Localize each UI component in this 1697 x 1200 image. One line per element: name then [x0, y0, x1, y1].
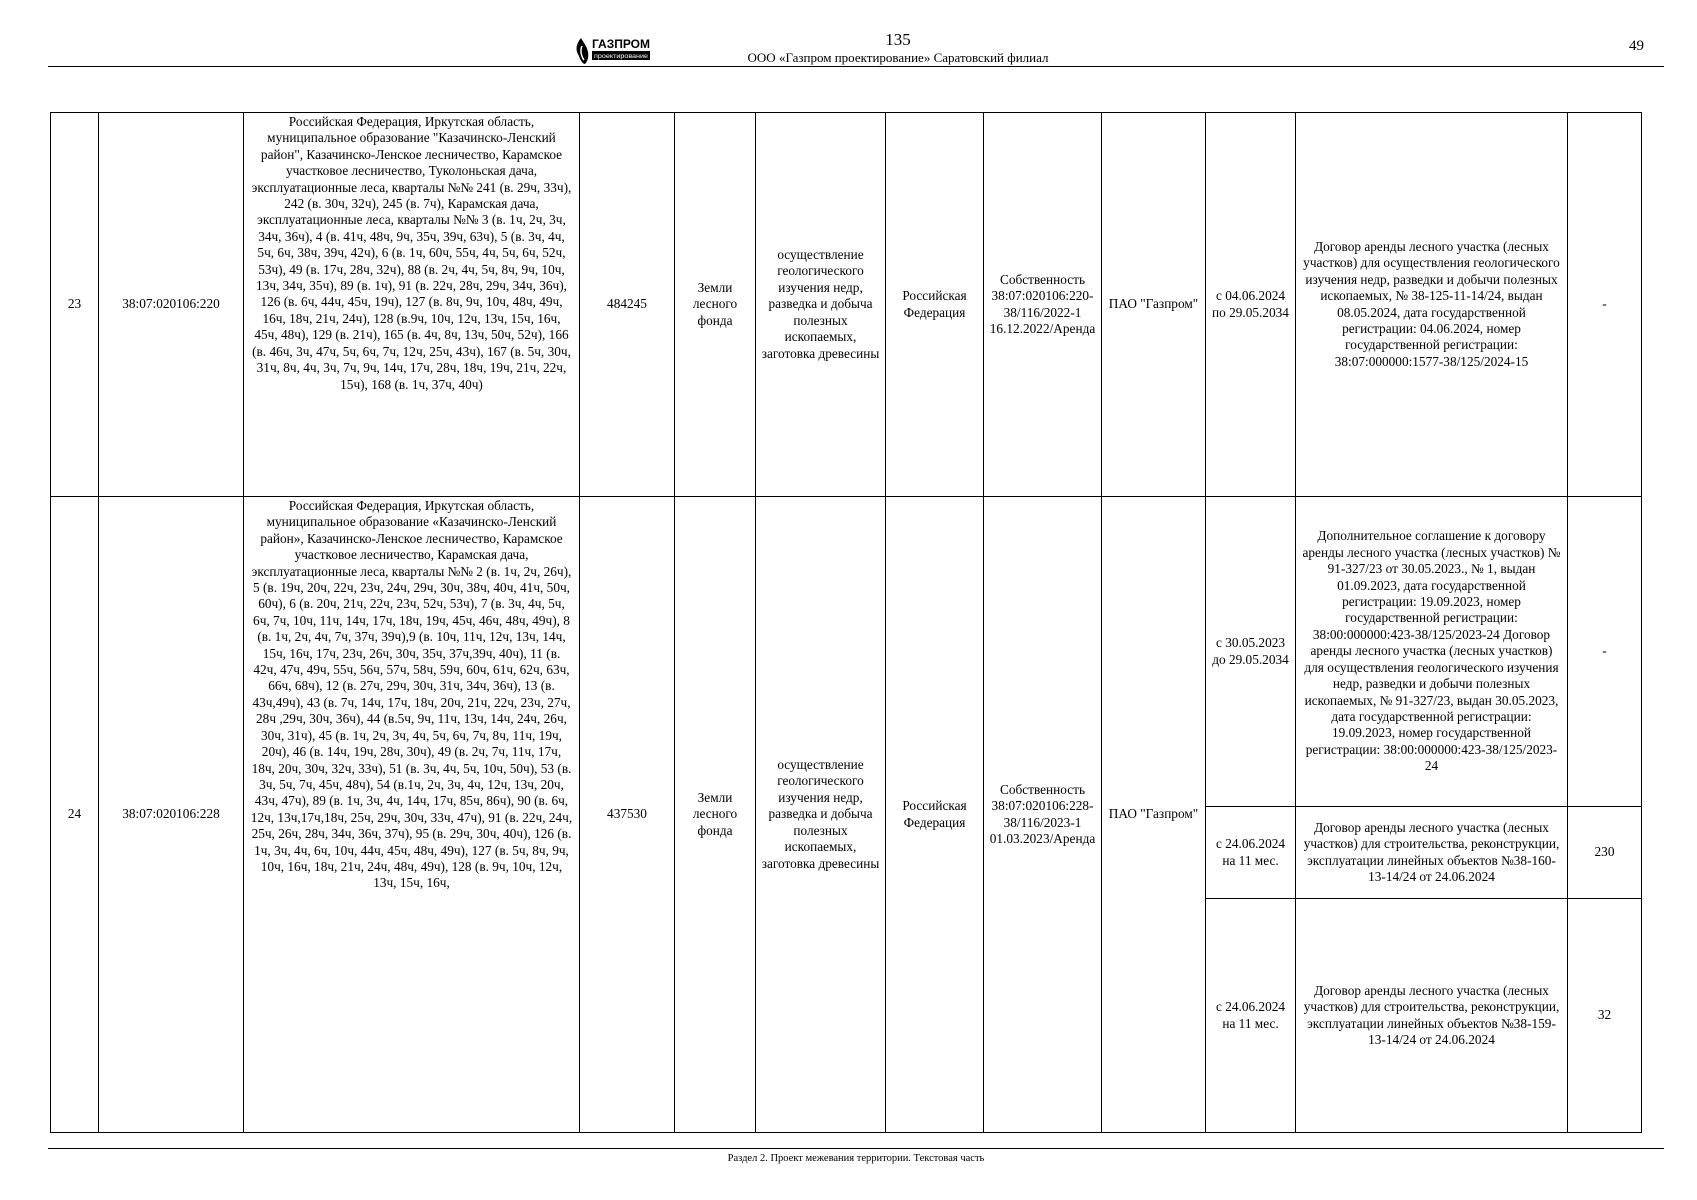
basis-document: Договор аренды лесного участка (лесных участков) для строительства, реконструкции, эксплуатации линейных объектов №38-160-13-14/24 от 24.06.2024 — [1296, 807, 1568, 899]
table-row — [51, 497, 1642, 807]
term: с 30.05.2023 до 29.05.2034 — [1206, 497, 1296, 807]
cadastral-number: 38:07:020106:220 — [99, 113, 244, 497]
last-column-value: - — [1568, 497, 1642, 807]
page-number-right: 49 — [1629, 38, 1644, 54]
permitted-use: осуществление геологического изучения недр, разведка и добыча полезных ископаемых, заготовка древесины — [756, 497, 886, 1133]
plot-area: 437530 — [580, 497, 675, 1133]
logo-subtext: проектирование — [594, 53, 649, 60]
last-column-value: 32 — [1568, 899, 1642, 1133]
table-row — [51, 113, 1642, 497]
page-number-top: 135 — [885, 30, 911, 49]
land-category: Земли лесного фонда — [675, 113, 756, 497]
owner: Российская Федерация — [886, 113, 984, 497]
cadastral-number: 38:07:020106:228 — [99, 497, 244, 1133]
row-number: 24 — [51, 497, 99, 1133]
owner: Российская Федерация — [886, 497, 984, 1133]
plot-location: Российская Федерация, Иркутская область, муниципальное образование "Казачинско-Ленский район", Казачинско-Ленское лесничество, Карамское участковое лесничество, Туколоньская дача, эксплуатационные леса, кварталы №№ 241 (в. 29ч, 33ч), 242 (в. 30ч, 32ч), 245 (в. 7ч), Карамская дача, эксплуатационные леса, кварталы №№ 3 (в. 1ч, 2ч, 3ч, 34ч, 36ч), 4 (в. 41ч, 48ч, 9ч, 35ч, 39ч, 63ч), 5 (в. 3ч, 4ч, 5ч, 6ч, 38ч, 39ч, 42ч), 6 (в. 1ч, 60ч, 55ч, 4ч, 5ч, 6ч, 52ч, 53ч), 49 (в. 17ч, 28ч, 32ч), 88 (в. 2ч, 4ч, 5ч, 8ч, 9ч, 10ч, 13ч, 34ч, 35ч), 89 (в. 1ч), 91 (в. 22ч, 28ч, 29ч, 34ч, 36ч), 126 (в. 6ч, 44ч, 45ч, 19ч), 127 (в. 8ч, 9ч, 10ч, 48ч, 49ч, 16ч, 18ч, 21ч, 24ч), 128 (в.9ч, 10ч, 12ч, 13ч, 15ч, 16ч, 45ч, 48ч), 129 (в. 21ч), 165 (в. 4ч, 8ч, 13ч, 50ч, 52ч), 166 (в. 46ч, 3ч, 47ч, 5ч, 6ч, 7ч, 12ч, 25ч, 43ч), 167 (в. 5ч, 30ч, 31ч, 8ч, 4ч, 3ч, 7ч, 9ч, 14ч, 17ч, 28ч, 18ч, 19ч, 21ч, 22ч, 15ч), 168 (в. 1ч, 37ч, 40ч) — [244, 113, 580, 497]
right-holder: ПАО "Газпром" — [1102, 497, 1206, 1133]
plot-area: 484245 — [580, 113, 675, 497]
term: с 24.06.2024 на 11 мес. — [1206, 807, 1296, 899]
rights-record: Собственность 38:07:020106:220-38/116/2022-1 16.12.2022/Аренда — [984, 113, 1102, 497]
plot-location: Российская Федерация, Иркутская область, муниципальное образование «Казачинско-Ленский район», Казачинско-Ленское лесничество, Карамское участковое лесничество, Карамская дача, эксплуатационные леса, кварталы №№ 2 (в. 1ч, 2ч, 26ч), 5 (в. 19ч, 20ч, 22ч, 23ч, 24ч, 29ч, 30ч, 38ч, 40ч, 41ч, 50ч, 60ч), 6 (в. 20ч, 21ч, 22ч, 23ч, 52ч, 53ч), 7 (в. 3ч, 4ч, 5ч, 6ч, 7ч, 10ч, 11ч, 14ч, 17ч, 18ч, 19ч, 45ч, 46ч, 48ч, 49ч), 8 (в. 1ч, 2ч, 4ч, 7ч, 37ч, 39ч),9 (в. 10ч, 11ч, 12ч, 13ч, 14ч, 15ч, 16ч, 17ч, 23ч, 26ч, 30ч, 35ч, 37ч,39ч, 40ч), 11 (в. 42ч, 47ч, 49ч, 55ч, 56ч, 57ч, 58ч, 59ч, 60ч, 61ч, 62ч, 63ч, 66ч, 68ч), 12 (в. 27ч, 29ч, 30ч, 31ч, 34ч, 36ч), 13 (в. 43ч,49ч), 43 (в. 7ч, 14ч, 17ч, 18ч, 20ч, 21ч, 22ч, 23ч, 27ч, 28ч ,29ч, 30ч, 36ч), 44 (в.5ч, 9ч, 11ч, 13ч, 14ч, 24ч, 26ч, 30ч, 31ч), 45 (в. 1ч, 2ч, 3ч, 4ч, 5ч, 6ч, 7ч, 8ч, 11ч, 19ч, 20ч), 46 (в. 14ч, 19ч, 28ч, 30ч), 49 (в. 2ч, 7ч, 11ч, 17ч, 18ч, 20ч, 30ч, 32ч, 33ч), 51 (в. 3ч, 4ч, 5ч, 10ч, 50ч), 53 (в. 3ч, 5ч, 7ч, 45ч, 48ч), 54 (в.1ч, 2ч, 3ч, 4ч, 12ч, 13ч, 20ч, 43ч, 47ч), 89 (в. 1ч, 3ч, 4ч, 14ч, 17ч, 85ч, 86ч), 90 (в. 6ч, 12ч, 13ч,17ч,18ч, 25ч, 29ч, 30ч, 33ч, 47ч), 91 (в. 22ч, 24ч, 25ч, 26ч, 28ч, 34ч, 36ч, 37ч), 95 (в. 29ч, 30ч, 40ч), 126 (в. 1ч, 3ч, 4ч, 6ч, 10ч, 44ч, 45ч, 48ч, 49ч), 127 (в. 5ч, 8ч, 9ч, 10ч, 16ч, 18ч, 21ч, 24ч, 48ч, 49ч), 128 (в. 9ч, 10ч, 12ч, 13ч, 15ч, 16ч, — [244, 497, 580, 1133]
rights-record: Собственность 38:07:020106:228-38/116/2023-1 01.03.2023/Аренда — [984, 497, 1102, 1133]
page-footer: Раздел 2. Проект межевания территории. Текстовая часть — [727, 1153, 985, 1164]
basis-document: Договор аренды лесного участка (лесных участков) для строительства, реконструкции, эксплуатации линейных объектов №38-159-13-14/24 от 24.06.2024 — [1296, 899, 1568, 1133]
term: с 04.06.2024 по 29.05.2034 — [1206, 113, 1296, 497]
last-column-value: 230 — [1568, 807, 1642, 899]
land-category: Земли лесного фонда — [675, 497, 756, 1133]
basis-document: Договор аренды лесного участка (лесных участков) для осуществления геологического изучения недр, разведки и добычи полезных ископаемых, № 38-125-11-14/24, выдан 08.05.2024, дата государственной регистрации: 04.06.2024, номер государственной регистрации: 38:07:000000:1577-38/125/2024-15 — [1296, 113, 1568, 497]
term: с 24.06.2024 на 11 мес. — [1206, 899, 1296, 1133]
right-holder: ПАО "Газпром" — [1102, 113, 1206, 497]
row-number: 23 — [51, 113, 99, 497]
organization-name: ООО «Газпром проектирование» Саратовский филиал — [747, 50, 1049, 65]
basis-document: Дополнительное соглашение к договору аренды лесного участка (лесных участков) № 91-327/23 от 30.05.2023., № 1, выдан 01.09.2023, дата государственной регистрации: 19.09.2023, номер государственной регистрации: 38:00:000000:423-38/125/2023-24 Договор аренды лесного участка (лесных участков) для осуществления геологического изучения недр, разведки и добычи полезных ископаемых, № 91-327/23, выдан 30.05.2023, дата государственной регистрации: 19.09.2023, номер государственной регистрации: 38:00:000000:423-38/125/2023-24 — [1296, 497, 1568, 807]
last-column-value: - — [1568, 113, 1642, 497]
footer-divider — [48, 1148, 1664, 1149]
page-header — [48, 28, 1664, 67]
land-plots-table — [50, 112, 1642, 1133]
gazprom-logo-icon — [573, 34, 653, 66]
header-center — [708, 30, 1088, 66]
permitted-use: осуществление геологического изучения недр, разведка и добыча полезных ископаемых, заготовка древесины — [756, 113, 886, 497]
logo-text: ГАЗПРОМ — [592, 37, 651, 51]
